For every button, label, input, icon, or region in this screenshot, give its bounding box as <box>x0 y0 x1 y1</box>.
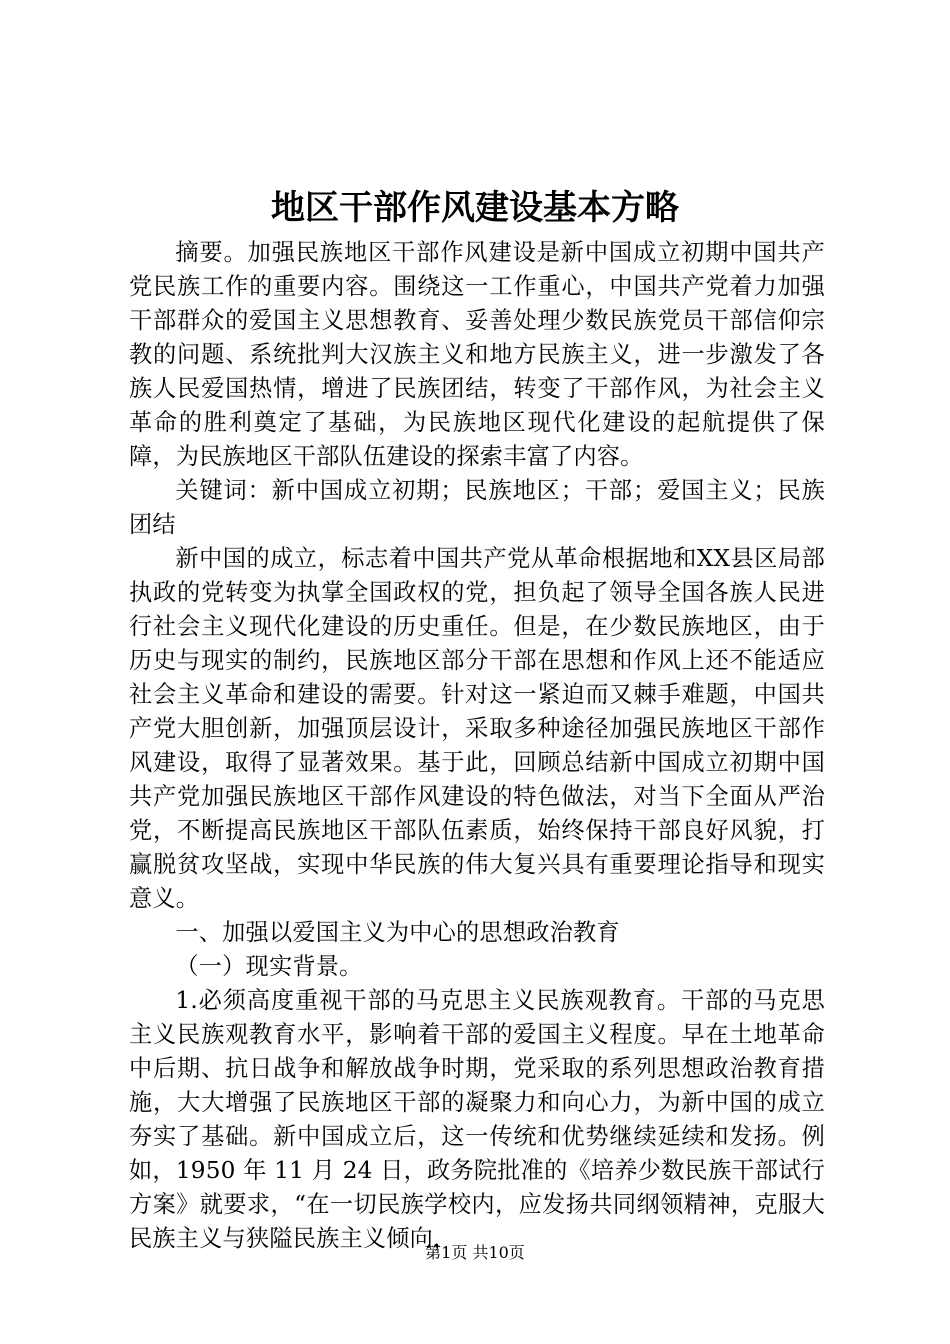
section-heading-1: 一、加强以爱国主义为中心的思想政治教育 <box>175 919 620 946</box>
keywords-paragraph: 关键词：新中国成立初期；民族地区；干部；爱国主义；民族团结 <box>129 477 825 538</box>
document-title: 地区干部作风建设基本方略 <box>271 188 679 228</box>
intro-paragraph: 新中国的成立，标志着中国共产党从革命根据地和XX县区局部执政的党转变为执掌全国政权的党，担负起了领导全国各族人民进行社会主义现代化建设的历史重任。但是，在少数民族地区，由于历史与现实的制约，民族地区部分干部在思想和作风上还不能适应社会主义革命和建设的需要。针对这一紧迫而又棘手难题，中国共产党大胆创新，加强顶层设计，采取多种途径加强民族地区干部作风建设，取得了显著效果。基于此，回顾总结新中国成立初期中国共产党加强民族地区干部作风建设的特色做法，对当下全面从严治党，不断提高民族地区干部队伍素质，始终保持干部良好风貌，打赢脱贫攻坚战，实现中华民族的伟大复兴具有重要理论指导和现实意义。 <box>129 545 825 912</box>
abstract-paragraph: 摘要。加强民族地区干部作风建设是新中国成立初期中国共产党民族工作的重要内容。围绕这一工作重心，中国共产党着力加强干部群众的爱国主义思想教育、妥善处理少数民族党员干部信仰宗教的问题、系统批判大汉族主义和地方民族主义，进一步激发了各族人民爱国热情，增进了民族团结，转变了干部作风，为社会主义革命的胜利奠定了基础，为民族地区现代化建设的起航提供了保障，为民族地区干部队伍建设的探索丰富了内容。 <box>129 239 825 470</box>
subsection-heading-1: （一）现实背景。 <box>175 953 363 980</box>
body-paragraph-1: 1.必须高度重视干部的马克思主义民族观教育。干部的马克思主义民族观教育水平，影响着干部的爱国主义程度。早在土地革命中后期、抗日战争和解放战争时期，党采取的系列思想政治教育措施，大大增强了民族地区干部的凝聚力和向心力，为新中国的成立夯实了基础。新中国成立后，这一传统和优势继续延续和发扬。例如，1950 年 11 月 24 日，政务院批准的《培养少数民族干部试行方案》就要求，“在一切民族学校内，应发扬共同纲领精神，克服大民族主义与狭隘民族主义倾向， <box>129 987 825 1252</box>
page-footer: 第1页 共10页 <box>425 1243 525 1262</box>
document-body <box>129 236 825 1256</box>
